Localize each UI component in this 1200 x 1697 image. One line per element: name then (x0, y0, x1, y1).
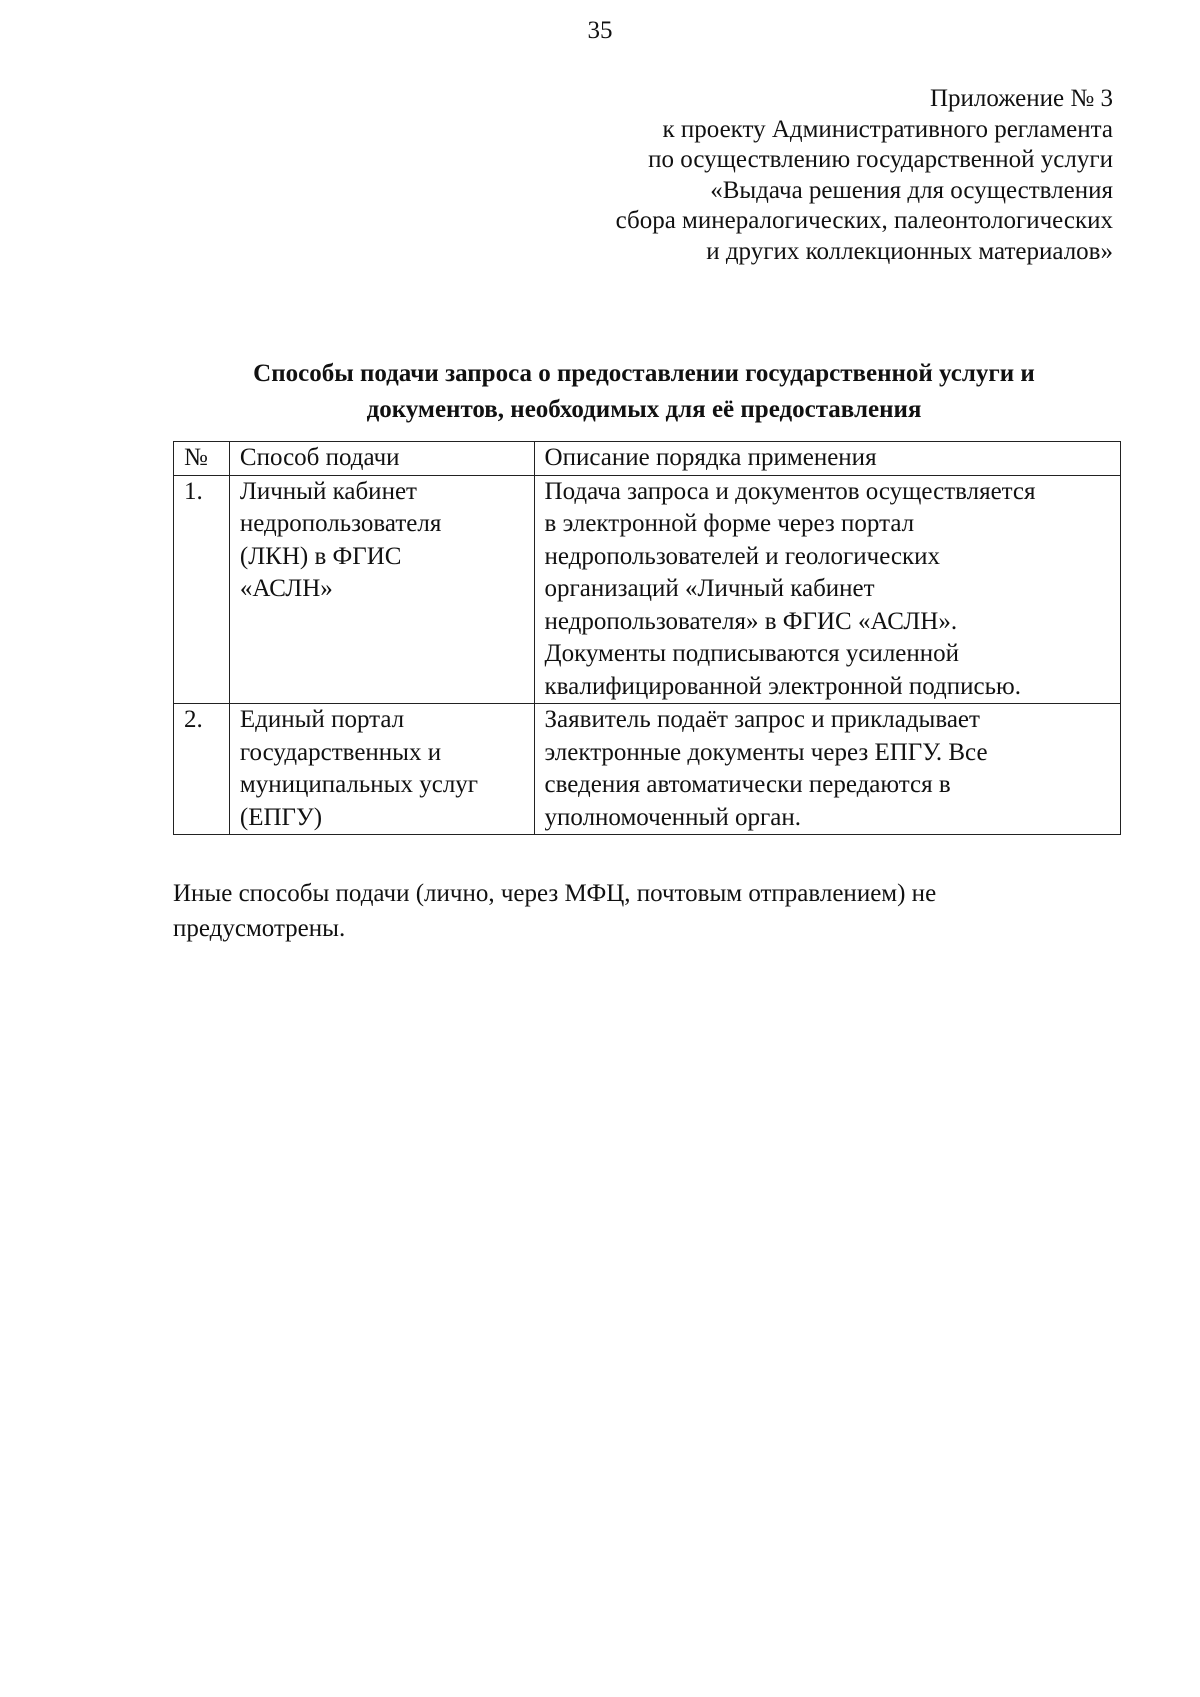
description-line: недропользователя» в ФГИС «АСЛН». (544, 607, 958, 635)
footnote-line: предусмотрены. (173, 915, 346, 942)
document-title-line: Способы подачи запроса о предоставлении государственной услуги и (253, 360, 1035, 387)
appendix-line: Приложение № 3 (929, 85, 1113, 112)
method-line: «АСЛН» (239, 575, 333, 602)
method-line: муниципальных услуг (239, 771, 479, 798)
appendix-line: «Выдача решения для осуществления (710, 176, 1113, 204)
appendix-line: к проекту Административного регламента (662, 115, 1113, 143)
description-line: Подача запроса и документов осуществляется (544, 477, 1036, 505)
description-line: сведения автоматически передаются в (544, 771, 951, 798)
description-line: уполномоченный орган. (544, 803, 801, 831)
description-line: Заявитель подаёт запрос и прикладывает (544, 706, 980, 733)
method-cell (229, 704, 534, 835)
method-line: Единый портал (239, 706, 405, 733)
description-line: организаций «Личный кабинет (544, 575, 875, 602)
description-line: квалифицированной электронной подписью. (544, 672, 1021, 700)
table-row (174, 475, 1121, 704)
document-title-line: документов, необходимых для её предоставления (366, 396, 922, 423)
table-row (174, 704, 1121, 835)
appendix-header (313, 84, 1113, 267)
description-line: электронные документы через ЕПГУ. Все (544, 738, 988, 766)
description-cell (534, 475, 1120, 704)
row-number: 2. (174, 704, 230, 835)
method-line: (ЛКН) в ФГИС (239, 542, 402, 570)
description-line: в электронной форме через портал (544, 510, 915, 537)
page-number: 35 (587, 17, 613, 44)
appendix-line: и других коллекционных материалов» (706, 237, 1113, 265)
method-line: Личный кабинет (239, 477, 417, 505)
method-cell (229, 475, 534, 704)
header-number: № (174, 442, 230, 476)
header-method: Способ подачи (229, 442, 534, 476)
description-cell (534, 704, 1120, 835)
submission-methods-table (173, 441, 1121, 835)
footnote-line: Иные способы подачи (лично, через МФЦ, почтовым отправлением) не (173, 880, 937, 907)
header-description: Описание порядка применения (534, 442, 1120, 476)
method-line: недропользователя (239, 510, 442, 537)
method-line: (ЕПГУ) (239, 803, 323, 831)
description-line: Документы подписываются усиленной (544, 640, 960, 667)
appendix-line: сбора минералогических, палеонтологических (615, 207, 1113, 234)
appendix-line: по осуществлению государственной услуги (648, 146, 1113, 173)
row-number: 1. (174, 475, 230, 704)
document-title (150, 356, 1138, 428)
method-line: государственных и (239, 738, 442, 766)
description-line: недропользователей и геологических (544, 542, 941, 570)
table-header-row (174, 442, 1121, 476)
footnote-paragraph (173, 876, 1123, 946)
